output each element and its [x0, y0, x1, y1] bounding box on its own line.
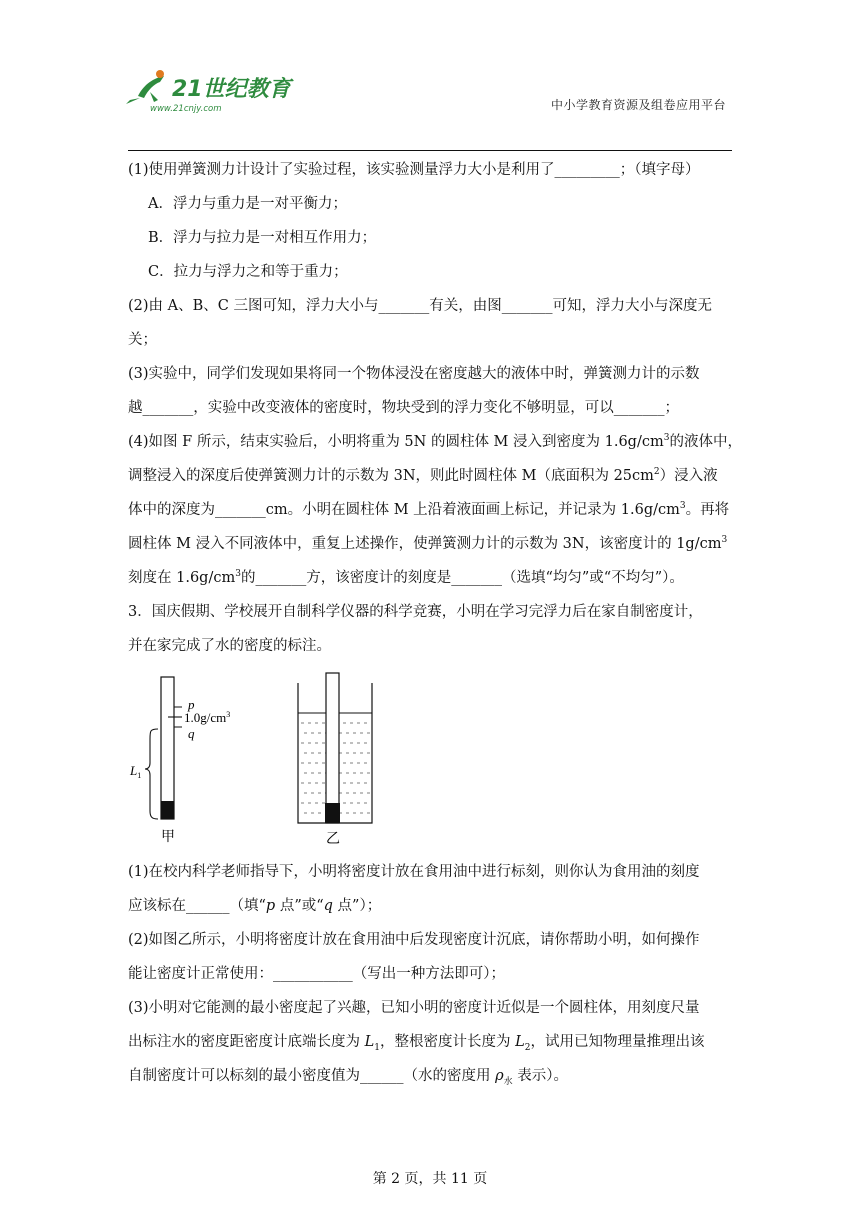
- option-c: C．拉力与浮力之和等于重力；: [148, 264, 348, 280]
- q3-intro-line2: 并在家完成了水的密度的标注。: [128, 638, 331, 654]
- figure-yi: [298, 673, 372, 847]
- q2-part3-line1: (3)实验中，同学们发现如果将同一个物体浸没在密度越大的液体中时，弹簧测力计的示数: [128, 366, 700, 382]
- platform-title: 中小学教育资源及组卷应用平台: [550, 98, 726, 112]
- q2-part3-line2: 越_______，实验中改变液体的密度时，物块受到的浮力变化不够明显，可以_______；: [128, 400, 679, 416]
- figure-jia: [129, 677, 230, 845]
- q2-part2-line2: 关；: [128, 332, 157, 348]
- page-content: [128, 153, 742, 1093]
- page-number: 第 2 页，共 11 页: [372, 1171, 488, 1187]
- svg-text:www.21cnjy.com: www.21cnjy.com: [150, 104, 222, 114]
- q3-part2-line2: 能让密度计正常使用：___________（写出一种方法即可）；: [128, 966, 505, 982]
- svg-text:21世纪教育: 21世纪教育: [172, 77, 291, 102]
- q2-part1: (1)使用弹簧测力计设计了实验过程，该实验测量浮力大小是利用了_________；（填字母）: [128, 162, 700, 178]
- q2-part4-line2: 调整浸入的深度后使弹簧测力计的示数为 3N，则此时圆柱体 M（底面积为 $25cm^2$）浸入液: [128, 467, 718, 484]
- option-b: B．浮力与拉力是一对相互作用力；: [148, 230, 377, 246]
- q2-part4-line4: 圆柱体 M 浸入不同液体中，重复上述操作，使弹簧测力计的示数为 3N，该密度计的 $1g/cm^3$: [128, 535, 728, 552]
- label-p: p: [188, 697, 195, 712]
- hydrometer-figure: [128, 669, 732, 853]
- page-header: [120, 66, 732, 116]
- q3-part3-line3: 自制密度计可以标刻的最小密度值为______（水的密度用 $\rho_水$ 表示）。: [128, 1068, 569, 1087]
- hydrometer-diagram: [128, 669, 732, 853]
- q2-part4-line3: 体中的深度为_______cm。小明在圆柱体 M 上沿着液面画上标记，并记录为 $1.6g/cm^3$。再将: [128, 501, 730, 518]
- q3-part3-line2: 出标注水的密度距密度计底端长度为 $L_1$，整根密度计长度为 $L_2$，试用已知物理量推理出该: [128, 1034, 705, 1053]
- q2-part4-line1: (4)如图 F 所示，结束实验后，小明将重为 5N 的圆柱体 M 浸入到密度为 $1.6g/cm^3$的液体中，: [128, 433, 742, 450]
- 21cnjy-logo: [120, 66, 300, 114]
- q3-part1-line1: (1)在校内科学老师指导下，小明将密度计放在食用油中进行标刻，则你认为食用油的刻度: [128, 864, 700, 880]
- q3-part1-line2: 应该标在______（填“p 点”或“q 点”）；: [128, 898, 382, 914]
- caption-yi: 乙: [326, 831, 340, 847]
- label-L1: $L_1$: [130, 763, 142, 780]
- q3-part2-line1: (2)如图乙所示，小明将密度计放在食用油中后发现密度计沉底，请你帮助小明，如何操作: [128, 932, 700, 948]
- label-q: q: [188, 726, 195, 741]
- q3-intro-line1: 3．国庆假期、学校展开自制科学仪器的科学竞赛，小明在学习完浮力后在家自制密度计，: [128, 604, 703, 620]
- q2-part2-line1: (2)由 A、B、C 三图可知，浮力大小与_______有关，由图_______可知，浮力大小与深度无: [128, 298, 712, 314]
- q3-part3-line1: (3)小明对它能测的最小密度起了兴趣，已知小明的密度计近似是一个圆柱体，用刻度尺量: [128, 1000, 700, 1016]
- option-a: A．浮力与重力是一对平衡力；: [148, 196, 347, 212]
- header-rule: [128, 150, 732, 151]
- label-density: $1.0g/cm^3$: [184, 710, 231, 725]
- q2-part4-line5: 刻度在 $1.6g/cm^3$的_______方，该密度计的刻度是_______（选填“均匀”或“不均匀”）。: [128, 569, 684, 586]
- caption-jia: 甲: [161, 829, 175, 845]
